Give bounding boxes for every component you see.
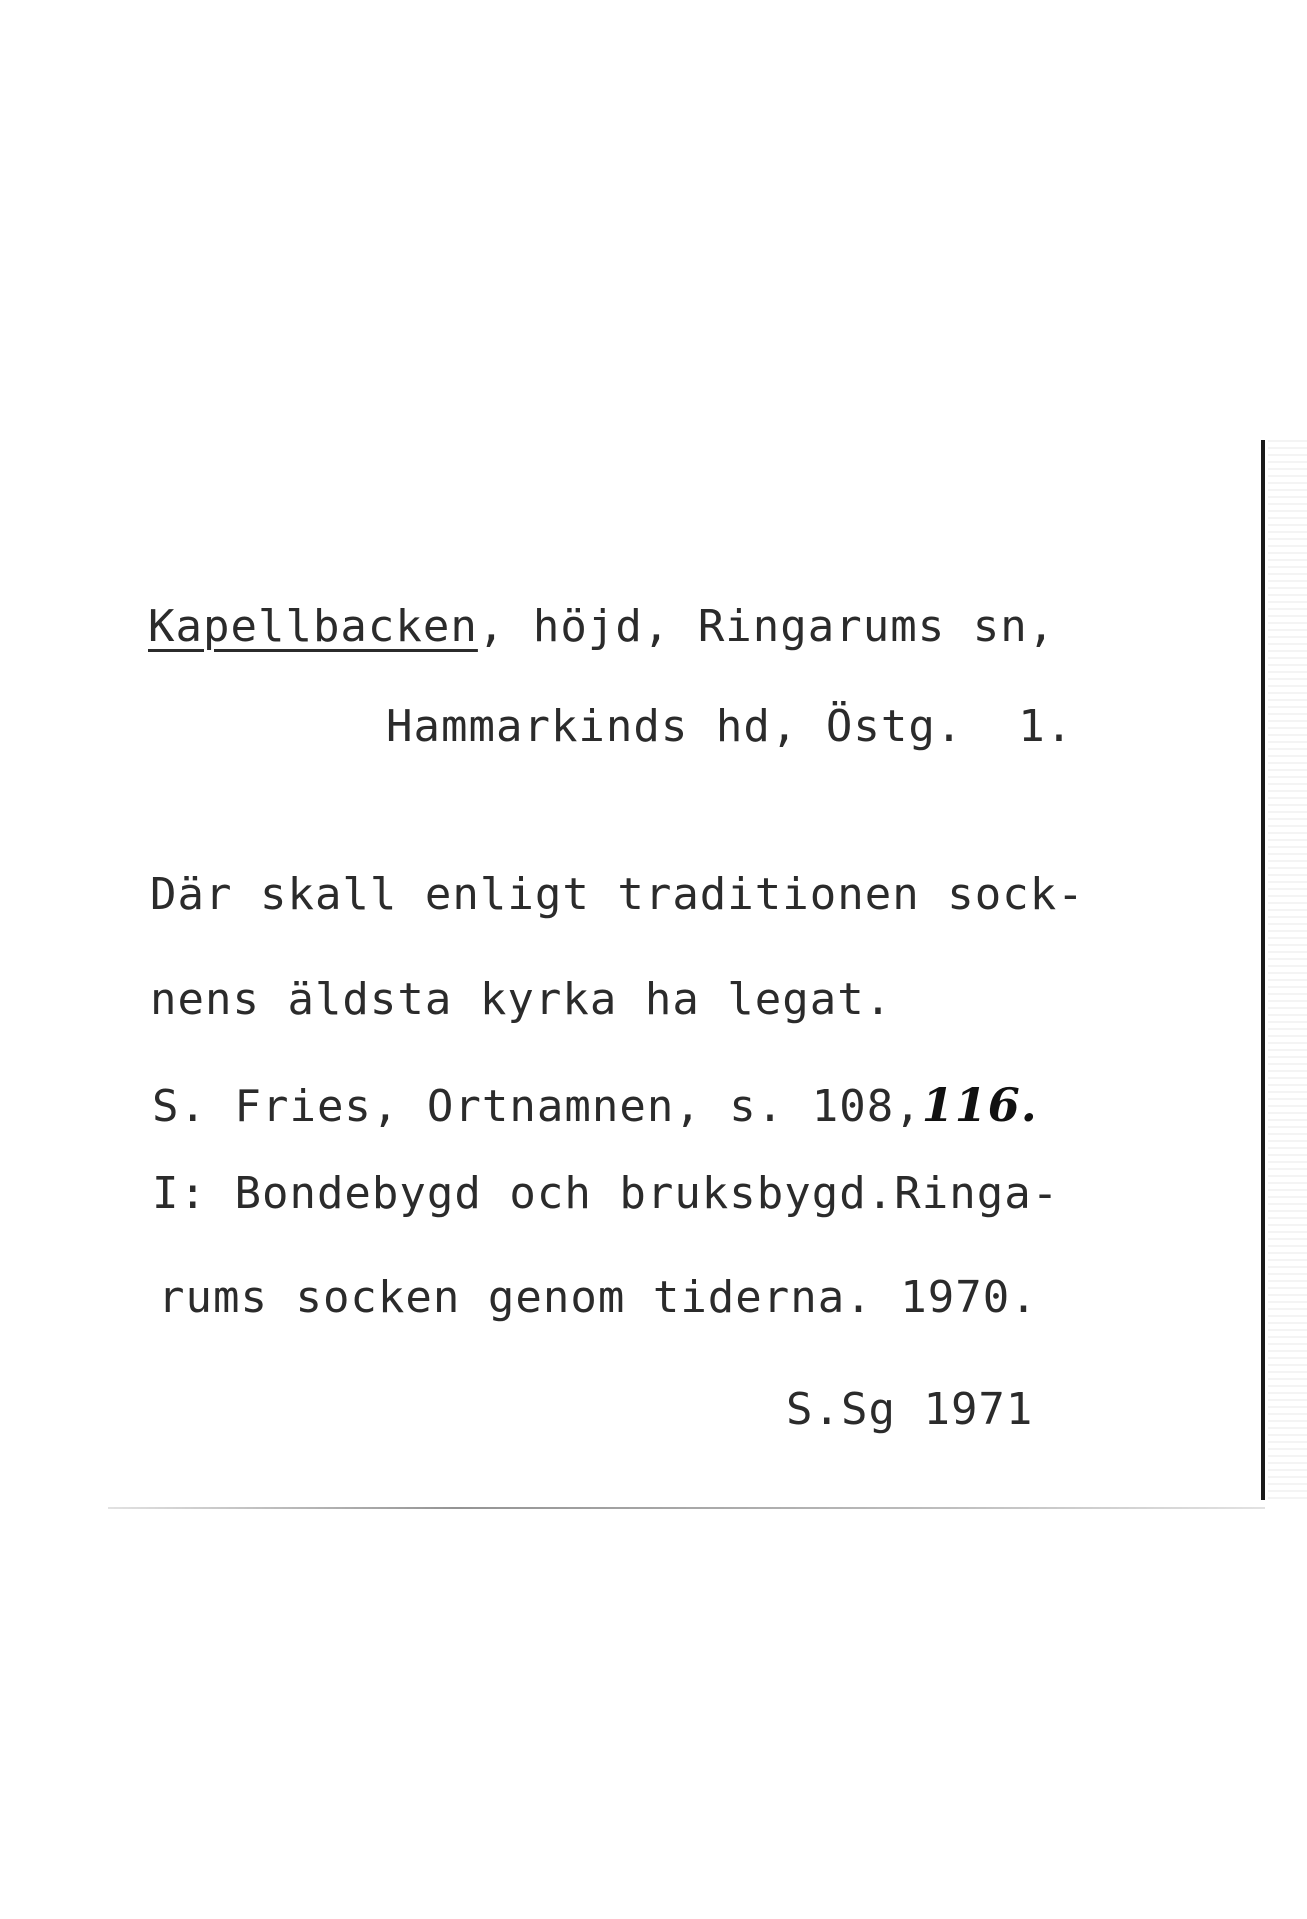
signature: S.Sg 1971 (786, 1384, 1034, 1435)
header-line-1 (148, 601, 1056, 652)
body-line-1: Där skall enligt traditionen sock- (150, 869, 1085, 920)
headword: Kapellbacken (148, 601, 478, 652)
reference-line-1: I: Bondebygd och bruksbygd.Ringa- (152, 1168, 1060, 1219)
source-typed: S. Fries, Ortnamnen, s. 108, (152, 1081, 922, 1132)
source-line (152, 1078, 1038, 1132)
header-line-2: Hammarkinds hd, Östg. 1. (386, 701, 1074, 752)
card-right-edge (1261, 440, 1265, 1500)
body-line-2: nens äldsta kyrka ha legat. (150, 974, 893, 1025)
card-bottom-edge (108, 1507, 1265, 1509)
source-handwritten-page: 116. (921, 1078, 1038, 1132)
scan-noise-strip (1268, 440, 1307, 1500)
reference-line-2: rums socken genom tiderna. 1970. (158, 1272, 1038, 1323)
header-descriptor: , höjd, Ringarums sn, (477, 601, 1056, 652)
